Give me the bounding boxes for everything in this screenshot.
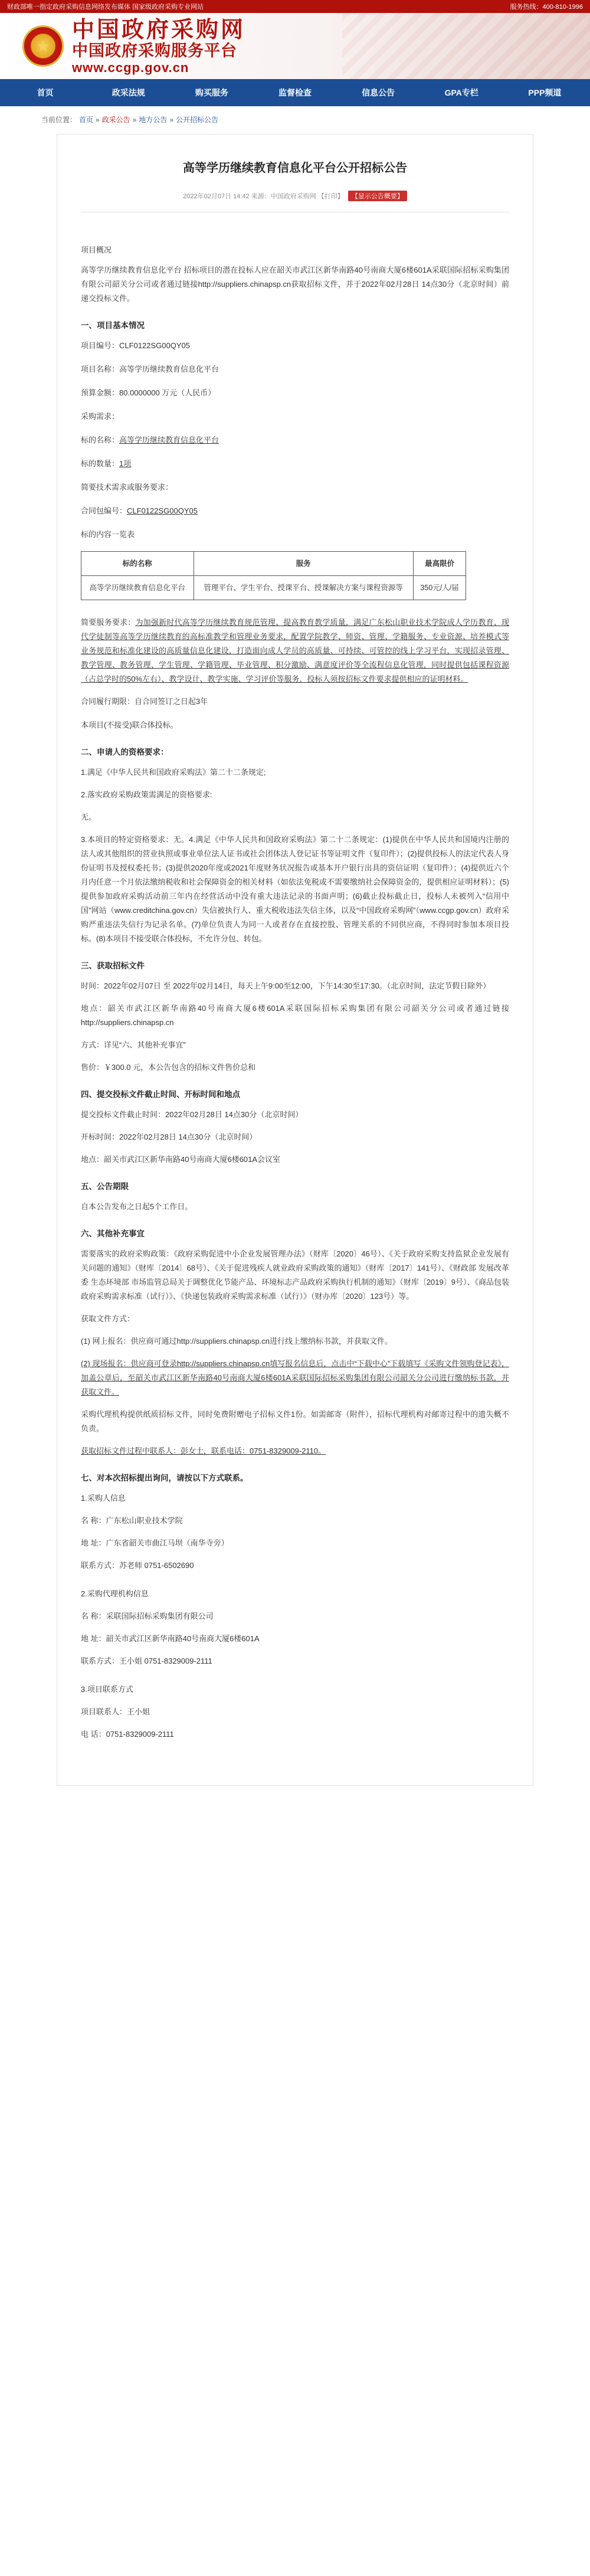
nav-item-announcements[interactable]: 信息公告 — [362, 88, 395, 97]
qty: 1项 — [119, 459, 132, 468]
topbar-slogan: 财政部唯一指定政府采购信息网络发布媒体 国家级政府采购专业网站 — [7, 4, 204, 11]
qualification-2-value: 无。 — [81, 813, 97, 821]
logo-url: www.ccgp.gov.cn — [72, 60, 189, 75]
open-place: 地点：韶关市武江区新华南路40号南商大厦6楼601A会议室 — [81, 1155, 281, 1164]
table-row — [81, 576, 466, 600]
doc-place: 地点：韶关市武江区新华南路40号南商大厦6楼601A采联国际招标采购集团有限公司韶关分公司或者通过链接http://suppliers.chinapsp.cn — [81, 1004, 509, 1027]
section-1-title: 一、项目基本情况 — [81, 321, 145, 330]
package-name-row — [81, 433, 509, 447]
pkg-no: CLF0122SG00QY05 — [127, 506, 198, 515]
nav-item-gpa[interactable]: GPA专栏 — [444, 88, 478, 97]
source: 来源：中国政府采购网 — [251, 193, 316, 200]
breadcrumb-local[interactable]: 地方公告 — [139, 116, 168, 124]
project-contact-title: 3.项目联系方式 — [81, 1685, 133, 1694]
logo-line-1: 中国政府采购网 — [72, 16, 246, 42]
top-bar — [0, 0, 590, 13]
doc-contact-note: 获取招标文件过程中联系人：彭女士，联系电话：0751-8329009-2110。 — [81, 1446, 326, 1455]
policy-text: 需要落实的政府采购政策：《政府采购促进中小企业发展管理办法》（财库〔2020〕46号）、《关于政府采购支持监狱企业发展有关问题的通知》（财库〔2014〕68号）、《关于促进残疾人就业政府采购政策的通知》（财库〔2017〕141号）、《财政部 发展改革委 生态环境部 市场监管总局关于调整优化节能产品、环境标志产品政府采购执行机制的通知》（财库〔2019〕9号）、《商品包装政府采购需求标准（试行）》、《快递包装政府采购需求标准（试行）》（财办库〔2020〕123号）等。 — [81, 1249, 509, 1301]
doc-time: 时间：2022年02月07日 至 2022年02月14日，每天上午9:00至12:00，下午14:30至17:30。（北京时间，法定节假日除外） — [81, 981, 491, 990]
section-4-title: 四、提交投标文件截止时间、开标时间和地点 — [81, 1090, 240, 1099]
purchaser-contact: 联系方式：苏老师 0751-6502690 — [81, 1561, 194, 1570]
contract-term: 合同履行期限：自合同签订之日起3年 — [81, 697, 208, 706]
agency-title: 2.采购代理机构信息 — [81, 1589, 149, 1598]
brief-label: 简要服务要求： — [81, 618, 136, 627]
breadcrumb-home[interactable]: 首页 — [79, 116, 94, 124]
table-cell: 高等学历继续教育信息化平台 — [81, 576, 194, 600]
nav-item-home[interactable]: 首页 — [37, 88, 54, 97]
article-meta — [81, 191, 509, 212]
table-header-row — [81, 552, 466, 576]
open-time: 开标时间：2022年02月28日 14点30分（北京时间） — [81, 1132, 257, 1141]
nav-item-supervision[interactable]: 监督检查 — [278, 88, 312, 97]
agency-contact: 联系方式：王小姐 0751-8329009-2111 — [81, 1657, 212, 1665]
overview-text: 高等学历继续教育信息化平台 招标项目的潜在投标人应在韶关市武江区新华南路40号南商大厦6楼601A采联国际招标采购集团有限公司韶关分公司或者通过链接http://suppliers.chinapsp.cn获取招标文件，并于2022年02月28日 14点30分（北京时间）前递交投标文件。 — [81, 266, 509, 303]
doc-price: 售价：￥300.0 元，本公告包含的招标文件售价总和 — [81, 1063, 256, 1072]
table-cell: 管理平台、学生平台、授课平台、授课解决方案与课程资源等 — [194, 576, 413, 600]
paper-doc-note: 采购代理机构提供纸质招标文件，同时免费附赠电子招标文件1份。如需邮寄（附件），招标代理机构对邮寄过程中的遗失概不负责。 — [81, 1410, 509, 1433]
onsite-registration: (2) 现场报名：供应商可登录http://suppliers.chinapsp.cn填写报名信息后，点击中“下载中心”下载填写《采购文件领购登记表》，加盖公章后，至韶关市武江区新华南路40号南商大厦6楼601A采联国际招标采购集团有限公司韶关分公司进行缴纳标书款，并获取文件。 — [81, 1359, 509, 1396]
agency-name: 名 称：采联国际招标采购集团有限公司 — [81, 1612, 214, 1621]
logo-line-2: 中国政府采购服务平台 — [72, 42, 237, 60]
brief-text: 为加强新时代高等学历继续教育规范管理、提高教育教学质量，满足广东松山职业技术学院成人学历教育、现代学徒制等高等学历继续教育的高标准教学和管理业务要求，配置学院教学、师资、管理、学籍服务、专业资源、培养模式等业务规范和标准化建设的高质量信息化建设，打造面向成人学员的高质量、可持续、可管控的线上学习平台，实现招录管理、教学管理、教务管理、学生管理、学籍管理、毕业管理、积分激励、满意度评价等全流程信息化管理，同时提供包括课程资源（占总学时的50%左右）、教学设计、教学实施、学习评价等服务，投标人须按招标文件要求提供相应的证明材料。 — [81, 618, 509, 683]
nav-item-services[interactable]: 购买服务 — [195, 88, 228, 97]
announcement-period: 自本公告发布之日起5个工作日。 — [81, 1202, 193, 1211]
table-header: 服务 — [194, 552, 413, 576]
brief-requirements — [81, 616, 509, 686]
obtain-method-label: 获取文件方式： — [81, 1314, 135, 1323]
overview-heading: 项目概况 — [81, 246, 112, 254]
header-decoration — [342, 13, 590, 79]
purchaser-title: 1.采购人信息 — [81, 1494, 126, 1503]
main-nav — [0, 79, 590, 106]
pkg-no-row — [81, 504, 509, 518]
budget: 预算金额：80.0000000 万元（人民币） — [81, 388, 216, 397]
online-registration: (1) 网上报名：供应商可通过http://suppliers.chinapsp.cn进行线上缴纳标书款，并获取文件。 — [81, 1337, 393, 1346]
joint-bid: 本项目(不接受)联合体投标。 — [81, 721, 178, 729]
agency-address: 地 址：韶关市武江区新华南路40号南商大厦6楼601A — [81, 1634, 260, 1643]
pkg-no-label: 合同包编号： — [81, 506, 127, 515]
section-2-title: 二、申请人的资格要求： — [81, 748, 169, 757]
demand-label: 采购需求： — [81, 412, 120, 421]
article-card — [57, 134, 533, 1786]
qualification-1: 1.满足《中华人民共和国政府采购法》第二十二条规定; — [81, 768, 266, 777]
breadcrumb-announcements[interactable]: 政采公告 — [101, 116, 130, 124]
breadcrumb-current[interactable]: 公开招标公告 — [176, 116, 219, 124]
package-name: 高等学历继续教育信息化平台 — [119, 436, 219, 444]
project-contact-tel: 电 话：0751-8329009-2111 — [81, 1730, 174, 1739]
table-cell: 350元/人/届 — [413, 576, 466, 600]
purchaser-name: 名 称：广东松山职业技术学院 — [81, 1516, 183, 1525]
table-intro: 标的内容一览表 — [81, 530, 135, 539]
section-3-title: 三、获取招标文件 — [81, 961, 145, 970]
tech-label: 简要技术需求或服务要求： — [81, 483, 173, 492]
topbar-hotline[interactable]: 服务热线：400-810-1996 — [510, 4, 583, 11]
project-name: 项目名称：高等学历继续教育信息化平台 — [81, 365, 219, 374]
package-name-label: 标的名称： — [81, 436, 120, 444]
nav-item-regulations[interactable]: 政采法规 — [112, 88, 145, 97]
site-header — [0, 13, 590, 79]
qualification-2: 2.落实政府采购政策需满足的资格要求: — [81, 790, 212, 799]
purchaser-address: 地 址：广东省韶关市曲江马坝（南华寺旁） — [81, 1539, 229, 1547]
breadcrumb: 当前位置： 首页 » 政采公告 » 地方公告 » 公开招标公告 — [41, 115, 219, 124]
section-7-title: 七、对本次招标提出询问，请按以下方式联系。 — [81, 1474, 248, 1482]
qty-label: 标的数量： — [81, 459, 120, 468]
qty-row — [81, 457, 509, 471]
summary-button[interactable]: 【显示公告概要】 — [348, 191, 407, 201]
items-table — [81, 551, 466, 600]
breadcrumb-prefix: 当前位置： — [41, 116, 77, 124]
table-header: 标的名称 — [81, 552, 194, 576]
section-6-title: 六、其他补充事宜 — [81, 1229, 145, 1238]
project-no: 项目编号：CLF0122SG00QY05 — [81, 341, 190, 350]
bid-deadline: 提交投标文件截止时间：2022年02月28日 14点30分（北京时间） — [81, 1110, 303, 1119]
site-logo[interactable] — [72, 17, 245, 75]
table-header: 最高限价 — [413, 552, 466, 576]
qualification-3: 3.本项目的特定资格要求：无。4.满足《中华人民共和国政府采购法》第二十二条规定：(1)提供在中华人民共和国境内注册的法人或其他组织的营业执照或事业单位法人证书或社会团体法人登记证书等证明文件（复印件）；(2)提供投标人的法定代表人身份证明书及授权委托书；(3)提供2020年度或2021年度财务状况报告或基本开户银行出具的资信证明（复印件）；(4)提供近六个月内任意一个月依法缴纳税收和社会保障资金的相关材料（如依法免税或不需要缴纳社会保障资金的，提供相应证明材料）；(5)提供参加政府采购活动前三年内在经营活动中没有重大违法记录的书面声明；(6)截止投标截止日，投标人未被列入“信用中国”网站（www.creditchina.gov.cn）失信被执行人、重大税收违法失信主体，以及“中国政府采购网”（www.ccgp.gov.cn）政府采购严重违法失信行为记录名单。(7)单位负责人为同一人或者存在直接控股、管理关系的不同供应商，不得同时参加本项目投标。(8)本项目不接受联合体投标，不允许分包、转包。 — [81, 835, 509, 943]
section-5-title: 五、公告期限 — [81, 1182, 129, 1191]
print-link[interactable]: 【打印】 — [317, 193, 344, 200]
publish-date: 2022年02月07日 14:42 — [183, 193, 250, 200]
project-contact-person: 项目联系人：王小姐 — [81, 1707, 150, 1716]
page-title: 高等学历继续教育信息化平台公开招标公告 — [183, 162, 407, 175]
doc-method: 方式：详见“六、其他补充事宜” — [81, 1040, 186, 1049]
national-emblem-icon: ★ — [22, 25, 64, 67]
nav-item-ppp[interactable]: PPP频道 — [528, 88, 562, 97]
